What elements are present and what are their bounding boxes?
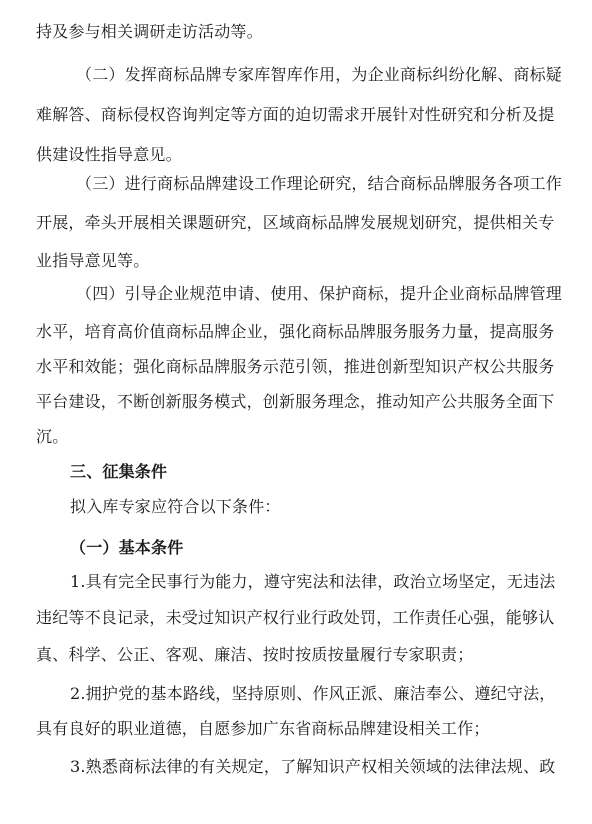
text-line: 供建设性指导意见。 [36, 145, 182, 164]
text-line: 1.具有完全民事行为能力，遵守宪法和法律，政治立场坚定，无违法 [70, 572, 556, 591]
text-line: 2.拥护党的基本路线，坚持原则、作风正派、廉洁奉公、遵纪守法， [70, 684, 556, 703]
text-line: （四）引导企业规范申请、使用、保护商标，提升企业商标品牌管理 [76, 284, 563, 303]
text-line: （三）进行商标品牌建设工作理论研究，结合商标品牌服务各项工作 [76, 174, 563, 193]
text-line: （二）发挥商标品牌专家库智库作用，为企业商标纠纷化解、商标疑 [76, 65, 563, 84]
text-line: 3.熟悉商标法律的有关规定，了解知识产权相关领域的法律法规、政 [70, 757, 556, 776]
text-line: 拟入库专家应符合以下条件： [70, 497, 281, 516]
text-line: 违纪等不良记录，未受过知识产权行业行政处罚，工作责任心强，能够认 [36, 608, 555, 627]
text-line: 水平和效能；强化商标品牌服务示范引领，推进创新型知识产权公共服务 [36, 357, 555, 376]
subsection-heading: （一）基本条件 [70, 538, 184, 557]
section-heading: 三、征集条件 [70, 462, 168, 481]
text-line: 持及参与相关调研走访活动等。 [36, 22, 263, 41]
text-line: 难解答、商标侵权咨询判定等方面的迫切需求开展针对性研究和分析及提 [36, 105, 555, 124]
text-line: 真、科学、公正、客观、廉洁、按时按质按量履行专家职责； [36, 645, 474, 664]
text-line: 沉。 [36, 427, 69, 446]
text-line: 平台建设，不断创新服务模式，创新服务理念，推动知产公共服务全面下 [36, 392, 555, 411]
text-line: 开展，牵头开展相关课题研究，区域商标品牌发展规划研究，提供相关专 [36, 213, 555, 232]
text-line: 水平，培育高价值商标品牌企业，强化商标品牌服务服务力量，提高服务 [36, 322, 555, 341]
text-line: 业指导意见等。 [36, 251, 150, 270]
text-line: 具有良好的职业道德，自愿参加广东省商标品牌建设相关工作； [36, 719, 490, 738]
